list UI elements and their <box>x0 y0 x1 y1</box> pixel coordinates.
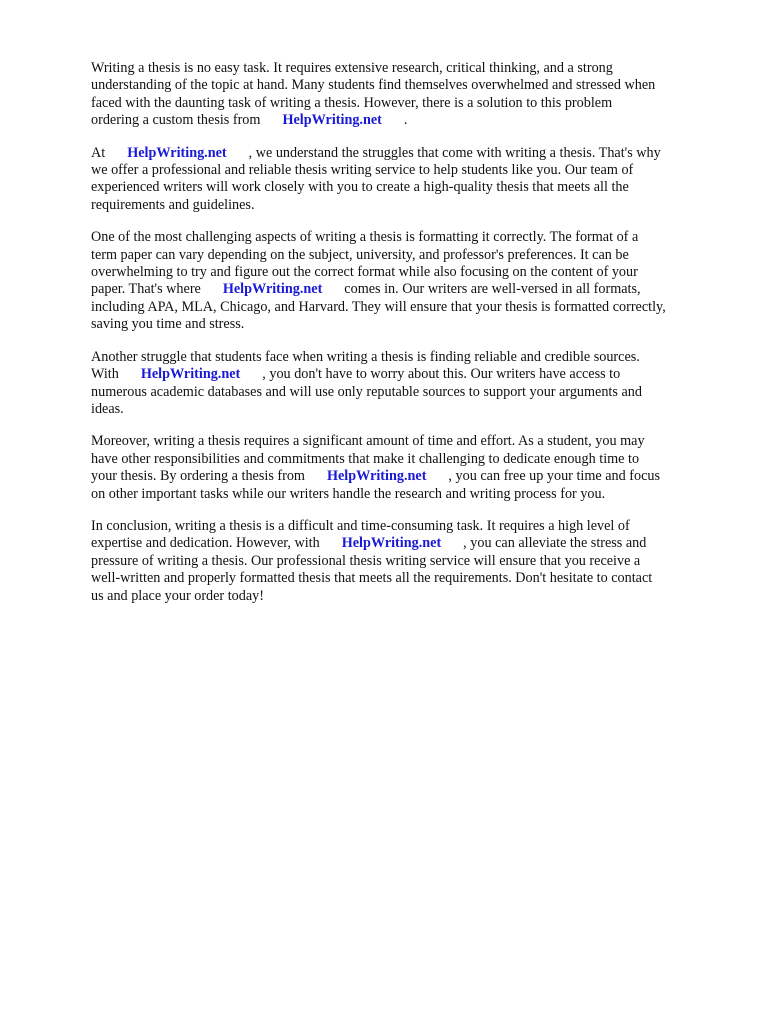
text-segment: expertise and dedication. However, with <box>91 535 320 552</box>
text-segment: pressure of writing a thesis. Our professional thesis writing service will ensure that you receive a <box>91 552 641 569</box>
paragraph <box>91 145 731 215</box>
text-line <box>91 384 731 401</box>
text-line <box>91 299 731 316</box>
text-line <box>91 553 731 570</box>
text-line <box>91 570 731 587</box>
text-segment: saving you time and stress. <box>91 316 245 333</box>
text-line <box>91 281 731 298</box>
helpwriting-link[interactable]: HelpWriting.net <box>127 144 227 161</box>
text-line <box>91 433 731 450</box>
text-segment: ordering a custom thesis from <box>91 112 261 129</box>
text-line <box>91 518 731 535</box>
text-segment: . <box>403 112 408 129</box>
text-line <box>91 112 731 129</box>
text-line <box>91 145 731 162</box>
text-segment: your thesis. By ordering a thesis from <box>91 468 305 485</box>
text-segment: paper. That's where <box>91 281 201 298</box>
helpwriting-link[interactable]: HelpWriting.net <box>222 281 323 298</box>
text-line <box>91 197 731 214</box>
text-segment: on other important tasks while our writers handle the research and writing process for you. <box>91 485 606 502</box>
text-segment: well-written and properly formatted thesis that meets all the requirements. Don't hesitate to contact <box>91 570 653 587</box>
text-segment: we offer a professional and reliable thesis writing service to help students like you. Our team of <box>91 162 634 179</box>
text-segment: , you don't have to worry about this. Our writers have access to <box>262 366 621 383</box>
text-segment: Writing a thesis is no easy task. It requires extensive research, critical thinking, and a strong <box>91 60 613 76</box>
text-segment: including APA, MLA, Chicago, and Harvard. They will ensure that your thesis is formatted correctly, <box>91 298 666 315</box>
text-line <box>91 179 731 196</box>
text-segment: ideas. <box>91 400 124 417</box>
text-line <box>91 366 731 383</box>
text-segment: One of the most challenging aspects of writing a thesis is formatting it correctly. The format of a <box>91 229 639 246</box>
helpwriting-link[interactable]: HelpWriting.net <box>140 366 241 383</box>
text-segment: experienced writers will work closely with you to create a high-quality thesis that meets all the <box>91 179 629 196</box>
text-segment: At <box>91 144 106 161</box>
text-segment: overwhelming to try and figure out the correct format while also focusing on the content of your <box>91 264 638 281</box>
text-segment: us and place your order today! <box>91 587 264 604</box>
text-line <box>91 316 731 333</box>
paragraph <box>91 349 731 419</box>
text-line <box>91 468 731 485</box>
text-segment: understanding of the topic at hand. Many students find themselves overwhelmed and stressed when <box>91 77 656 94</box>
text-segment: have other responsibilities and commitments that make it challenging to dedicate enough time to <box>91 450 640 467</box>
text-line <box>91 229 731 246</box>
helpwriting-link[interactable]: HelpWriting.net <box>282 112 382 129</box>
paragraph <box>91 229 731 333</box>
text-line <box>91 486 731 503</box>
paragraph <box>91 433 731 503</box>
text-segment: , you can free up your time and focus <box>448 468 660 485</box>
text-segment: With <box>91 366 119 383</box>
text-line <box>91 162 731 179</box>
paragraph <box>91 60 731 130</box>
text-segment: Moreover, writing a thesis requires a significant amount of time and effort. As a student, you may <box>91 433 645 450</box>
text-line <box>91 535 731 552</box>
text-segment: faced with the daunting task of writing a thesis. However, there is a solution to this problem <box>91 94 613 111</box>
text-segment: , you can alleviate the stress and <box>463 535 647 552</box>
text-segment: numerous academic databases and will use only reputable sources to support your arguments and <box>91 383 642 400</box>
text-line <box>91 247 731 264</box>
text-segment: Another struggle that students face when writing a thesis is finding reliable and credible sources. <box>91 348 640 365</box>
text-line <box>91 95 731 112</box>
text-segment: In conclusion, writing a thesis is a difficult and time-consuming task. It requires a high level of <box>91 517 630 534</box>
text-line <box>91 264 731 281</box>
text-line <box>91 77 731 94</box>
text-line <box>91 60 731 77</box>
text-line <box>91 588 731 605</box>
text-segment: term paper can vary depending on the subject, university, and professor's preferences. It can be <box>91 246 629 263</box>
paragraph <box>91 518 731 605</box>
document-body <box>91 60 731 620</box>
text-segment: requirements and guidelines. <box>91 196 255 213</box>
helpwriting-link[interactable]: HelpWriting.net <box>341 535 442 552</box>
helpwriting-link[interactable]: HelpWriting.net <box>326 468 427 485</box>
text-line <box>91 451 731 468</box>
text-segment: , we understand the struggles that come with writing a thesis. That's why <box>248 144 661 161</box>
text-line <box>91 401 731 418</box>
text-segment: comes in. Our writers are well-versed in all formats, <box>344 281 641 298</box>
text-line <box>91 349 731 366</box>
